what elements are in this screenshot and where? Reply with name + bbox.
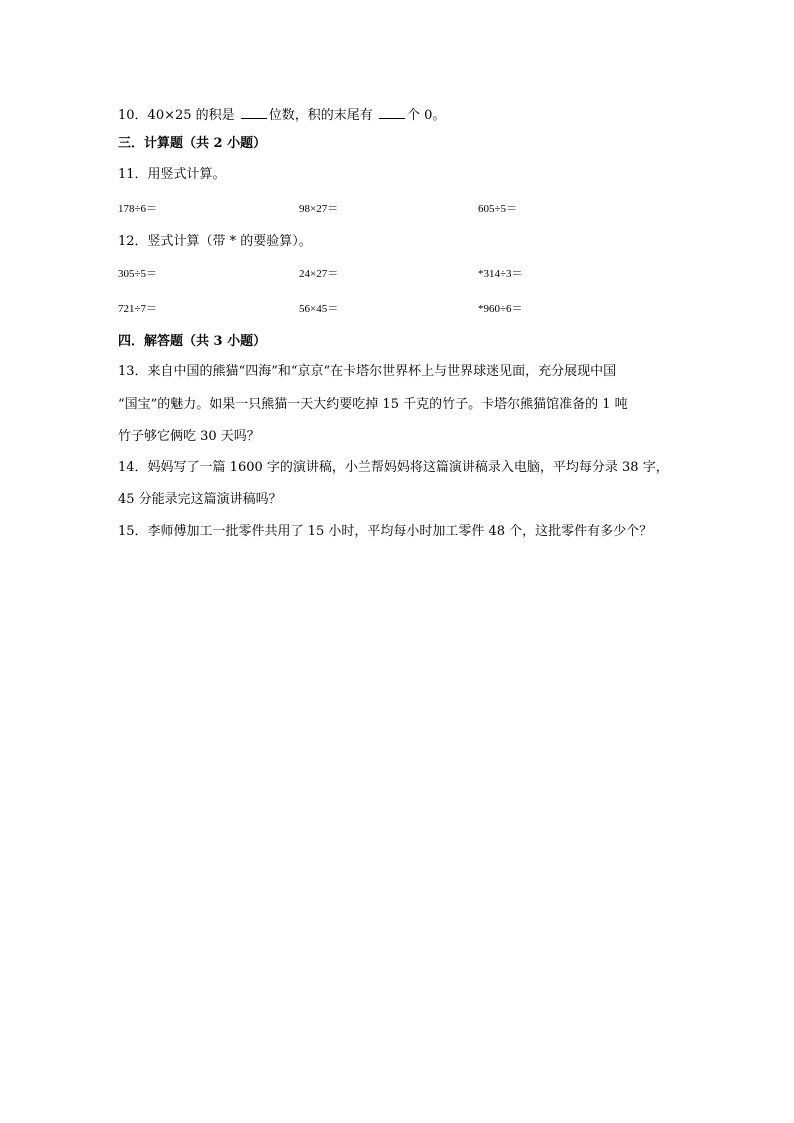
- question-13-line-2: “国宝”的魅力。如果一只熊猫一天大约要吃掉 15 千克的竹子。卡塔尔熊猫馆准备的 1 吨: [118, 397, 628, 412]
- answer-blank-2[interactable]: [379, 106, 405, 119]
- question-14-line-2: 45 分能录完这篇演讲稿吗？: [118, 492, 282, 507]
- question-10-mid: 位数，积的末尾有: [268, 108, 377, 123]
- calc-expression: 98×27＝: [299, 203, 339, 215]
- calc-expression: 605÷5＝: [478, 203, 518, 215]
- question-15: 15．李师傅加工一批零件共用了 15 小时，平均每小时加工零件 48 个，这批零件有多少个？: [118, 524, 653, 539]
- question-14-line-1: 14．妈妈写了一篇 1600 字的演讲稿，小兰帮妈妈将这篇演讲稿录入电脑，平均每分录 38 字，: [118, 460, 669, 475]
- question-10-suffix: 个 0。: [406, 108, 446, 123]
- calc-expression: 178÷6＝: [118, 203, 158, 215]
- calc-expression: *960÷6＝: [478, 303, 523, 315]
- question-10: [118, 106, 445, 124]
- calc-expression: 721÷7＝: [118, 303, 158, 315]
- question-13-line-1: 13．来自中国的熊猫“四海”和“京京“在卡塔尔世界杯上与世界球迷见面，充分展现中国: [118, 364, 617, 379]
- answer-blank-1[interactable]: [241, 106, 267, 119]
- question-12: 12．竖式计算（带 * 的要验算）。: [118, 234, 312, 249]
- question-10-prefix: 10．40×25 的积是: [118, 108, 239, 123]
- section-4-heading: 四．解答题（共 3 小题）: [118, 334, 267, 349]
- question-11: 11．用竖式计算。: [118, 167, 226, 182]
- calc-expression: 24×27＝: [299, 268, 339, 280]
- calc-expression: 56×45＝: [299, 303, 339, 315]
- section-3-heading: 三．计算题（共 2 小题）: [118, 136, 267, 151]
- question-13-line-3: 竹子够它俩吃 30 天吗？: [118, 429, 260, 444]
- calc-expression: *314÷3＝: [478, 268, 523, 280]
- calc-expression: 305÷5＝: [118, 268, 158, 280]
